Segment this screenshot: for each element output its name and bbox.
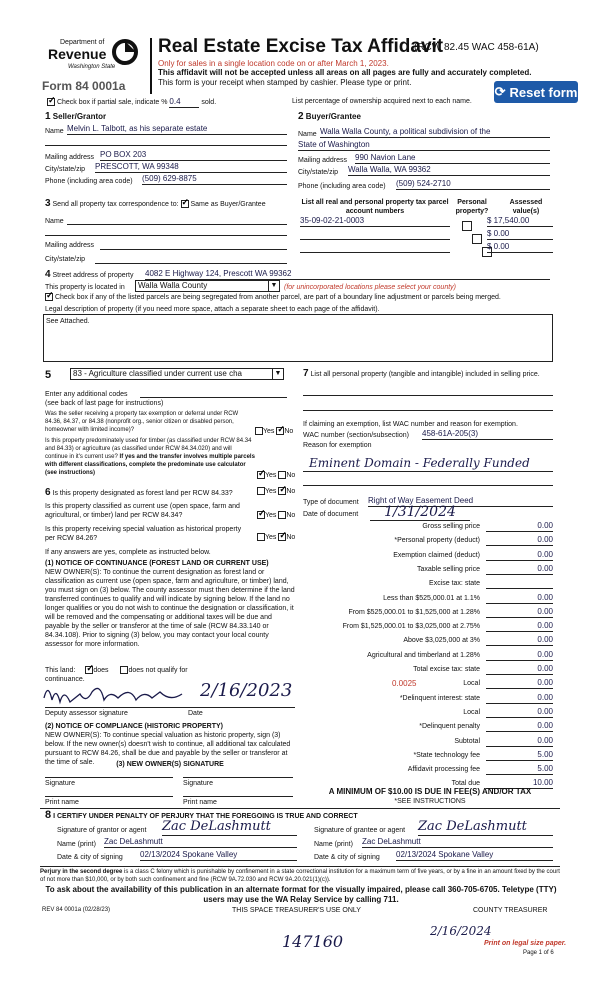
buyer-mail-field[interactable]: 990 Navion Lane bbox=[355, 153, 550, 164]
corr-mail-label: Mailing address bbox=[45, 242, 95, 249]
tax-row-value[interactable]: 0.00 bbox=[486, 736, 553, 747]
tax-row-value[interactable]: 0.00 bbox=[486, 721, 553, 732]
tax-row-label: Above $3,025,000 at 3% bbox=[403, 637, 480, 644]
section6-num: 6 bbox=[45, 487, 51, 498]
reason-label: Reason for exemption bbox=[303, 442, 372, 449]
q-timber bbox=[45, 437, 255, 477]
q-forest-answer bbox=[257, 487, 295, 496]
notice-receipt-text: This form is your receipt when stamped by cashier. Please type or print. bbox=[158, 78, 412, 87]
tax-row bbox=[300, 665, 480, 674]
section8-num: 8 bbox=[45, 809, 52, 821]
does-not-qualify-checkbox[interactable] bbox=[120, 666, 128, 674]
tax-row-value[interactable]: 0.00 bbox=[486, 621, 553, 632]
tax-row bbox=[300, 522, 480, 531]
form-number: Form 84 0001a bbox=[42, 79, 126, 93]
tax-row-label: Local bbox=[463, 680, 480, 687]
tax-row bbox=[300, 722, 480, 731]
owner-sig-label-2: Signature bbox=[183, 780, 213, 787]
q-exemption-no[interactable] bbox=[276, 427, 284, 435]
partial-sold-label: sold. bbox=[201, 99, 217, 106]
same-as-buyer-checkbox[interactable] bbox=[181, 200, 189, 208]
no-label: No bbox=[284, 428, 294, 435]
notice-receipt bbox=[158, 78, 411, 88]
owner-print-1[interactable] bbox=[45, 796, 173, 797]
grantor-name[interactable]: Zac DeLashmutt bbox=[104, 837, 297, 848]
buyer-name-line2[interactable]: State of Washington bbox=[298, 140, 550, 151]
legal-text: See Attached. bbox=[46, 318, 90, 325]
q-current-use-yes[interactable] bbox=[257, 511, 265, 519]
if-yes-note: If any answers are yes, complete as instructed below. bbox=[45, 549, 211, 556]
owner-sig-label-1: Signature bbox=[45, 780, 75, 787]
yes-label: Yes bbox=[265, 488, 277, 495]
reset-form-button[interactable] bbox=[494, 81, 578, 103]
partial-sale-label: Check box if partial sale, indicate % bbox=[56, 99, 168, 106]
accessibility-note: To ask about the availability of this publication in an alternate format for the visually impaired, please call 360-705-6705. Teletype (TTY) users may use the WA Relay Service by calling 711. bbox=[45, 885, 557, 904]
q-current-use: Is this property classified as current use (open space, farm and agricultural, or timber) land per RCW 84.34? bbox=[45, 503, 240, 519]
parcel-header: List all real and personal property tax parcel account numbers bbox=[301, 199, 449, 215]
stamp-date: 2/16/2024 bbox=[430, 924, 492, 938]
q-historic-yes[interactable] bbox=[257, 533, 265, 541]
buyer-phone-label: Phone (including area code) bbox=[298, 183, 386, 190]
q-exemption-answer bbox=[255, 427, 293, 436]
seller-phone-field[interactable]: (509) 629-8875 bbox=[142, 174, 287, 185]
corr-mail-field[interactable] bbox=[100, 249, 287, 250]
tax-row-value[interactable]: 10.00 bbox=[486, 778, 553, 789]
assessed-value-field[interactable]: $ 17,540.00 bbox=[487, 216, 553, 227]
local-rate: 0.0025 bbox=[392, 679, 417, 688]
does-label: does bbox=[93, 667, 109, 674]
q-current-use-answer bbox=[257, 511, 295, 520]
q-timber-answer bbox=[257, 471, 295, 480]
tax-row-label: Local bbox=[463, 709, 480, 716]
tax-row-label: Less than $525,000.01 at 1.1% bbox=[383, 595, 480, 602]
does-not-label: does not qualify for bbox=[128, 667, 188, 674]
notice-red: Only for sales in a single location code on or after March 1, 2023. bbox=[158, 59, 389, 68]
section1-num: 1 bbox=[45, 111, 51, 122]
seller-mail-label: Mailing address bbox=[45, 154, 95, 161]
yes-label: Yes bbox=[265, 534, 277, 541]
treasurer-only: THIS SPACE TREASURER'S USE ONLY bbox=[232, 907, 361, 914]
docdate-label: Date of document bbox=[303, 511, 359, 518]
owner-sig-title: (3) NEW OWNER(S) SIGNATURE bbox=[116, 761, 224, 768]
section4-num: 4 bbox=[45, 269, 51, 280]
seller-heading-text: Seller/Grantor bbox=[52, 112, 107, 121]
grantor-date-label: Date & city of signing bbox=[57, 854, 123, 861]
notice1-text: NEW OWNER(S): To continue the current designation as forest land or classification as current use (open space, farm and agriculture, or timber) land, you must sign on (3) below. The county assessor must then determine if the land transferred continues to qualify and will indicate by signing below. If the land no longer qualifies or you do not wish to continue the designation or classification, it will be removed and the compensating or additional taxes will be due and payable by the seller or transferor at the time of sale (RCW 84.33.140 or 84.34.108). Prior to signing (3) below, you may contact your local county assessor for more information. bbox=[45, 569, 295, 648]
owner-print-label-1: Print name bbox=[45, 799, 79, 806]
chevron-down-icon: ▼ bbox=[272, 369, 283, 379]
grantor-name-label: Name (print) bbox=[57, 841, 96, 848]
notice1-title: (1) NOTICE OF CONTINUANCE (FOREST LAND OR CURRENT USE) bbox=[45, 560, 269, 567]
this-land-row bbox=[45, 666, 188, 675]
segregate-label: Check box if any of the listed parcels are being segregated from another parcel, are part of a boundary line adjustment or parcels being merged. bbox=[54, 294, 501, 301]
reset-label: Reset form bbox=[509, 84, 578, 100]
q-exemption-yes[interactable] bbox=[255, 427, 263, 435]
legal-description-textarea[interactable] bbox=[43, 314, 553, 362]
q-current-use-no[interactable] bbox=[278, 511, 286, 519]
section7-num: 7 bbox=[303, 368, 309, 379]
owner-signature-1[interactable] bbox=[45, 777, 173, 778]
doctype-field[interactable]: Right of Way Easement Deed bbox=[368, 496, 553, 507]
located-label: This property is located in bbox=[45, 284, 125, 291]
section3-label: Send all property tax correspondence to: bbox=[52, 201, 179, 208]
seller-name-line2[interactable] bbox=[45, 145, 287, 146]
grantor-sig-label: Signature of grantor or agent bbox=[57, 827, 147, 834]
tax-row-value[interactable]: 0.00 bbox=[486, 564, 553, 575]
personal-property-checkbox[interactable] bbox=[462, 221, 472, 231]
chevron-down-icon: ▼ bbox=[268, 281, 279, 291]
partial-percent[interactable]: 0.4 bbox=[169, 97, 199, 108]
yes-label: Yes bbox=[265, 472, 277, 479]
no-label: No bbox=[286, 534, 296, 541]
legal-paper-note: Print on legal size paper. bbox=[484, 940, 567, 947]
rev-number: REV 84 0001a (02/28/23) bbox=[42, 907, 111, 913]
tax-row-label: Subtotal bbox=[454, 738, 480, 745]
tax-row-label: From $525,000.01 to $1,525,000 at 1.28% bbox=[348, 609, 480, 616]
seller-phone-label: Phone (including area code) bbox=[45, 178, 133, 185]
reason-line2[interactable] bbox=[303, 485, 553, 486]
doctype-label: Type of document bbox=[303, 499, 359, 506]
street-label: Street address of property bbox=[52, 272, 134, 279]
tax-row-value[interactable]: 0.00 bbox=[486, 707, 553, 718]
tax-row bbox=[300, 679, 480, 688]
tax-row-value[interactable] bbox=[486, 578, 553, 589]
buyer-name-field[interactable]: Walla Walla County, a political subdivision of the bbox=[320, 127, 550, 138]
tax-row-value[interactable]: 0.00 bbox=[486, 593, 553, 604]
corr-city-label: City/state/zip bbox=[45, 256, 86, 263]
does-qualify-checkbox[interactable] bbox=[85, 666, 93, 674]
notice2-text: NEW OWNER(S): To continue special valuation as historic property, sign (3) below. If the new owner(s) doesn't wish to continue, all additional tax calculated pursuant to RCW 84.26, shall be due and payable by the seller or transferor at the time of sale. bbox=[45, 732, 291, 766]
seller-heading bbox=[45, 112, 106, 122]
dept-line2: Revenue bbox=[48, 46, 107, 62]
assessor-sig-label: Deputy assessor signature bbox=[45, 710, 128, 717]
tax-row bbox=[300, 565, 480, 574]
page-title: Real Estate Excise Tax Affidavit bbox=[158, 36, 444, 57]
q-forest-no[interactable] bbox=[278, 487, 286, 495]
tax-row-label: Affidavit processing fee bbox=[407, 766, 480, 773]
buyer-phone-field[interactable]: (509) 524-2710 bbox=[396, 179, 550, 190]
no-label: No bbox=[286, 472, 296, 479]
tax-row bbox=[300, 551, 480, 560]
land-use-value: 83 - Agriculture classified under current use cha bbox=[73, 369, 242, 378]
assessor-signature-line[interactable] bbox=[45, 707, 295, 708]
tax-row-label: Agricultural and timberland at 1.28% bbox=[367, 652, 480, 659]
tax-row-value[interactable]: 0.00 bbox=[486, 678, 553, 689]
segregate-checkbox[interactable] bbox=[45, 293, 53, 301]
addl-codes-label: Enter any additional codes bbox=[45, 391, 128, 398]
tax-row-value[interactable]: 0.00 bbox=[486, 535, 553, 546]
seller-city-label: City/state/zip bbox=[45, 166, 86, 173]
grantee-date-label: Date & city of signing bbox=[314, 854, 380, 861]
section2-num: 2 bbox=[298, 111, 304, 122]
county-treasurer: COUNTY TREASURER bbox=[473, 907, 548, 914]
tax-row-value[interactable]: 0.00 bbox=[486, 693, 553, 704]
perjury-bold: Perjury in the second degree bbox=[40, 869, 123, 875]
seller-name-field[interactable]: Melvin L. Talbott, as his separate estate bbox=[67, 124, 287, 135]
ownership-note: List percentage of ownership acquired next to each name. bbox=[292, 98, 472, 105]
addl-codes-field[interactable] bbox=[140, 397, 287, 398]
street-row bbox=[45, 270, 133, 280]
q-timber-yes[interactable] bbox=[257, 471, 265, 479]
buyer-mail-label: Mailing address bbox=[298, 157, 348, 164]
dept-line3: Washington State bbox=[68, 64, 116, 70]
title-code: (RCW 82.45 WAC 458-61A) bbox=[414, 42, 539, 53]
county-value: Walla Walla County bbox=[138, 281, 208, 290]
buyer-heading bbox=[298, 112, 361, 122]
this-land-label: This land: bbox=[45, 667, 76, 674]
perjury-body: is a class C felony which is punishable by confinement in a state correctional institution for a maximum term of five years, or by a fine in an amount fixed by the court of not more than $10,000, or by both such confinement and fine (RCW 9A.72.030 and RCW 9A.20.021(1)(c)). bbox=[40, 869, 560, 883]
perjury-text bbox=[40, 868, 562, 884]
personal-property-line2[interactable] bbox=[303, 410, 553, 411]
dept-line1: Department of bbox=[60, 39, 105, 46]
tax-row bbox=[300, 636, 480, 645]
tax-row-label: Taxable selling price bbox=[416, 566, 480, 573]
buyer-city-label: City/state/zip bbox=[298, 169, 339, 176]
grantor-date[interactable]: 02/13/2024 Spokane Valley bbox=[140, 850, 297, 861]
addl-codes-note: (see back of last page for instructions) bbox=[45, 400, 164, 407]
street-field[interactable]: 4082 E Highway 124, Prescott WA 99362 bbox=[145, 269, 550, 280]
tax-row-label: *Delinquent interest: state bbox=[399, 695, 480, 702]
tax-row-label: Total excise tax: state bbox=[413, 666, 480, 673]
q-exemption: Was the seller receiving a property tax exemption or deferral under RCW 84.36, 84.37, or 84.38 (nonprofit org., senior citizen or disabled person, homeowner with limited income)? bbox=[45, 411, 239, 433]
tax-row-label: Gross selling price bbox=[422, 523, 480, 530]
tax-row-label: *State technology fee bbox=[413, 752, 480, 759]
stamp-number: 147160 bbox=[282, 932, 344, 951]
yes-label: Yes bbox=[265, 512, 277, 519]
notice-accept: This affidavit will not be accepted unless all areas on all pages are fully and accurately completed. bbox=[158, 68, 532, 77]
tax-row-value[interactable]: 0.00 bbox=[486, 607, 553, 618]
tax-row bbox=[300, 651, 480, 660]
grantee-name[interactable]: Zac DeLashmutt bbox=[362, 837, 553, 848]
notice2-title: (2) NOTICE OF COMPLIANCE (HISTORIC PROPERTY) bbox=[45, 723, 223, 730]
yes-label: Yes bbox=[263, 428, 275, 435]
no-label: No bbox=[286, 488, 296, 495]
legal-label: Legal description of property (if you need more space, attach a separate sheet to each page of the affidavit). bbox=[45, 306, 380, 313]
grantor-signature[interactable]: Zac DeLashmutt bbox=[162, 819, 297, 836]
assessor-date-label: Date bbox=[188, 710, 203, 717]
assessor-date: 2/16/2023 bbox=[200, 680, 293, 701]
tax-row bbox=[300, 694, 480, 703]
tax-row-label: Total due bbox=[451, 780, 480, 787]
q-forest-text: Is this property designated as forest land per RCW 84.33? bbox=[52, 490, 233, 497]
tax-row bbox=[300, 751, 480, 760]
wac-label: WAC number (section/subsection) bbox=[303, 432, 409, 439]
tax-row bbox=[300, 708, 480, 717]
partial-sale-checkbox[interactable] bbox=[47, 98, 55, 106]
page-number: Page 1 of 6 bbox=[523, 950, 554, 956]
parcel-number-field[interactable]: 35-09-02-21-0003 bbox=[300, 216, 450, 227]
docdate-field[interactable]: 1/31/2024 bbox=[370, 504, 470, 521]
grantee-name-label: Name (print) bbox=[314, 841, 353, 848]
dor-logo bbox=[38, 38, 148, 78]
tax-row-label: *Personal property (deduct) bbox=[394, 537, 480, 544]
buyer-name-label: Name bbox=[298, 131, 317, 138]
tax-row-value[interactable]: 0.00 bbox=[486, 550, 553, 561]
tax-row-value[interactable]: 0.00 bbox=[486, 664, 553, 675]
assessed-value-field[interactable]: $ 0.00 bbox=[487, 229, 553, 240]
parcel-number-field[interactable] bbox=[300, 242, 450, 253]
tax-row bbox=[300, 608, 480, 617]
refresh-icon: ⟳ bbox=[494, 84, 506, 99]
corr-name-line2[interactable] bbox=[45, 235, 287, 236]
continuance-label: continuance. bbox=[45, 676, 85, 683]
tax-row bbox=[300, 737, 480, 746]
q-timber-text: Is this property predominately used for timber (as classified under RCW 84.34 and 84.33) or agriculture (as classified under RCW 84.34.020) and will continue in it's current use? bbox=[45, 438, 252, 460]
personal-property-checkbox[interactable] bbox=[472, 234, 482, 244]
minimum-line2: *SEE INSTRUCTIONS bbox=[394, 798, 466, 805]
section3-row bbox=[45, 199, 266, 209]
minimum-line1: A MINIMUM OF $10.00 IS DUE IN FEE(S) AND/OR TAX bbox=[328, 787, 532, 796]
tax-row bbox=[300, 765, 480, 774]
tax-row bbox=[300, 622, 480, 631]
assessed-header: Assessed value(s) bbox=[509, 199, 543, 215]
seller-city-field[interactable]: PRESCOTT, WA 99348 bbox=[95, 162, 287, 173]
q-timber-no[interactable] bbox=[278, 471, 286, 479]
grantee-date[interactable]: 02/13/2024 Spokane Valley bbox=[396, 850, 553, 861]
buyer-heading-text: Buyer/Grantee bbox=[305, 112, 361, 121]
tax-row-value[interactable]: 5.00 bbox=[486, 764, 553, 775]
tax-row-label: From $1,525,000.01 to $3,025,000 at 2.75% bbox=[342, 623, 480, 630]
personal-header: Personal property? bbox=[455, 199, 489, 215]
assessed-value-field[interactable]: $ 0.00 bbox=[487, 242, 553, 253]
tax-row bbox=[300, 579, 480, 588]
personal-property-line1[interactable] bbox=[303, 395, 553, 396]
tax-row-label: Excise tax: state bbox=[429, 580, 480, 587]
section8-title-text: I CERTIFY UNDER PENALTY OF PERJURY THAT THE FOREGOING IS TRUE AND CORRECT bbox=[53, 813, 358, 820]
header-divider bbox=[150, 38, 152, 94]
q-historic-answer bbox=[257, 533, 295, 542]
section7-row bbox=[303, 369, 553, 379]
tax-row bbox=[300, 536, 480, 545]
section8-rule bbox=[40, 808, 560, 809]
tax-row-label: *Delinquent penalty bbox=[419, 723, 480, 730]
grantee-sig-label: Signature of grantee or agent bbox=[314, 827, 406, 834]
owner-signature-2[interactable] bbox=[183, 777, 293, 778]
q-forest bbox=[45, 488, 255, 498]
tax-row-value[interactable]: 5.00 bbox=[486, 750, 553, 761]
partial-sale-row bbox=[47, 97, 216, 108]
grantee-signature[interactable]: Zac DeLashmutt bbox=[418, 819, 553, 836]
corr-name-label: Name bbox=[45, 218, 64, 225]
parcel-number-field[interactable] bbox=[300, 229, 450, 240]
q-forest-yes[interactable] bbox=[257, 487, 265, 495]
tax-row-value[interactable]: 0.00 bbox=[486, 650, 553, 661]
corr-city-field[interactable] bbox=[95, 263, 287, 264]
segregate-row bbox=[45, 293, 565, 302]
q-historic: Is this property receiving special valuation as historical property per RCW 84.26? bbox=[45, 526, 242, 542]
seller-mail-field[interactable]: PO BOX 203 bbox=[100, 150, 287, 161]
tax-row-label: Exemption claimed (deduct) bbox=[393, 552, 480, 559]
no-label: No bbox=[286, 512, 296, 519]
assessor-signature bbox=[40, 680, 190, 710]
section5-num: 5 bbox=[45, 369, 52, 381]
tax-row-value[interactable]: 0.00 bbox=[486, 521, 553, 532]
owner-print-label-2: Print name bbox=[183, 799, 217, 806]
land-use-select[interactable] bbox=[70, 368, 284, 380]
wac-field[interactable]: 458-61A-205(3) bbox=[422, 429, 553, 440]
same-as-buyer-label: Same as Buyer/Grantee bbox=[190, 201, 266, 208]
section7-label: List all personal property (tangible and intangible) included in selling price. bbox=[310, 371, 540, 378]
county-select[interactable] bbox=[135, 280, 280, 292]
owner-print-2[interactable] bbox=[183, 796, 293, 797]
q-historic-no[interactable] bbox=[278, 533, 286, 541]
q-timber-bold: If yes and the transfer involves multiple parcels with different classifications, complete the predominate use calculator (see instructions) bbox=[45, 454, 255, 476]
dor-emblem-icon bbox=[110, 38, 140, 66]
reason-field[interactable]: Eminent Domain - Federally Funded bbox=[303, 455, 553, 472]
seller-name-label: Name bbox=[45, 128, 64, 135]
tax-row bbox=[300, 594, 480, 603]
footer-rule bbox=[40, 866, 560, 867]
buyer-city-field[interactable]: Walla Walla, WA 99362 bbox=[348, 165, 550, 176]
corr-name-field[interactable] bbox=[67, 224, 287, 225]
exempt-label: If claiming an exemption, list WAC number and reason for exemption. bbox=[303, 421, 518, 428]
tax-row-value[interactable]: 0.00 bbox=[486, 635, 553, 646]
section3-num: 3 bbox=[45, 198, 51, 209]
unincorp-note: (for unincorporated locations please select your county) bbox=[284, 284, 456, 291]
